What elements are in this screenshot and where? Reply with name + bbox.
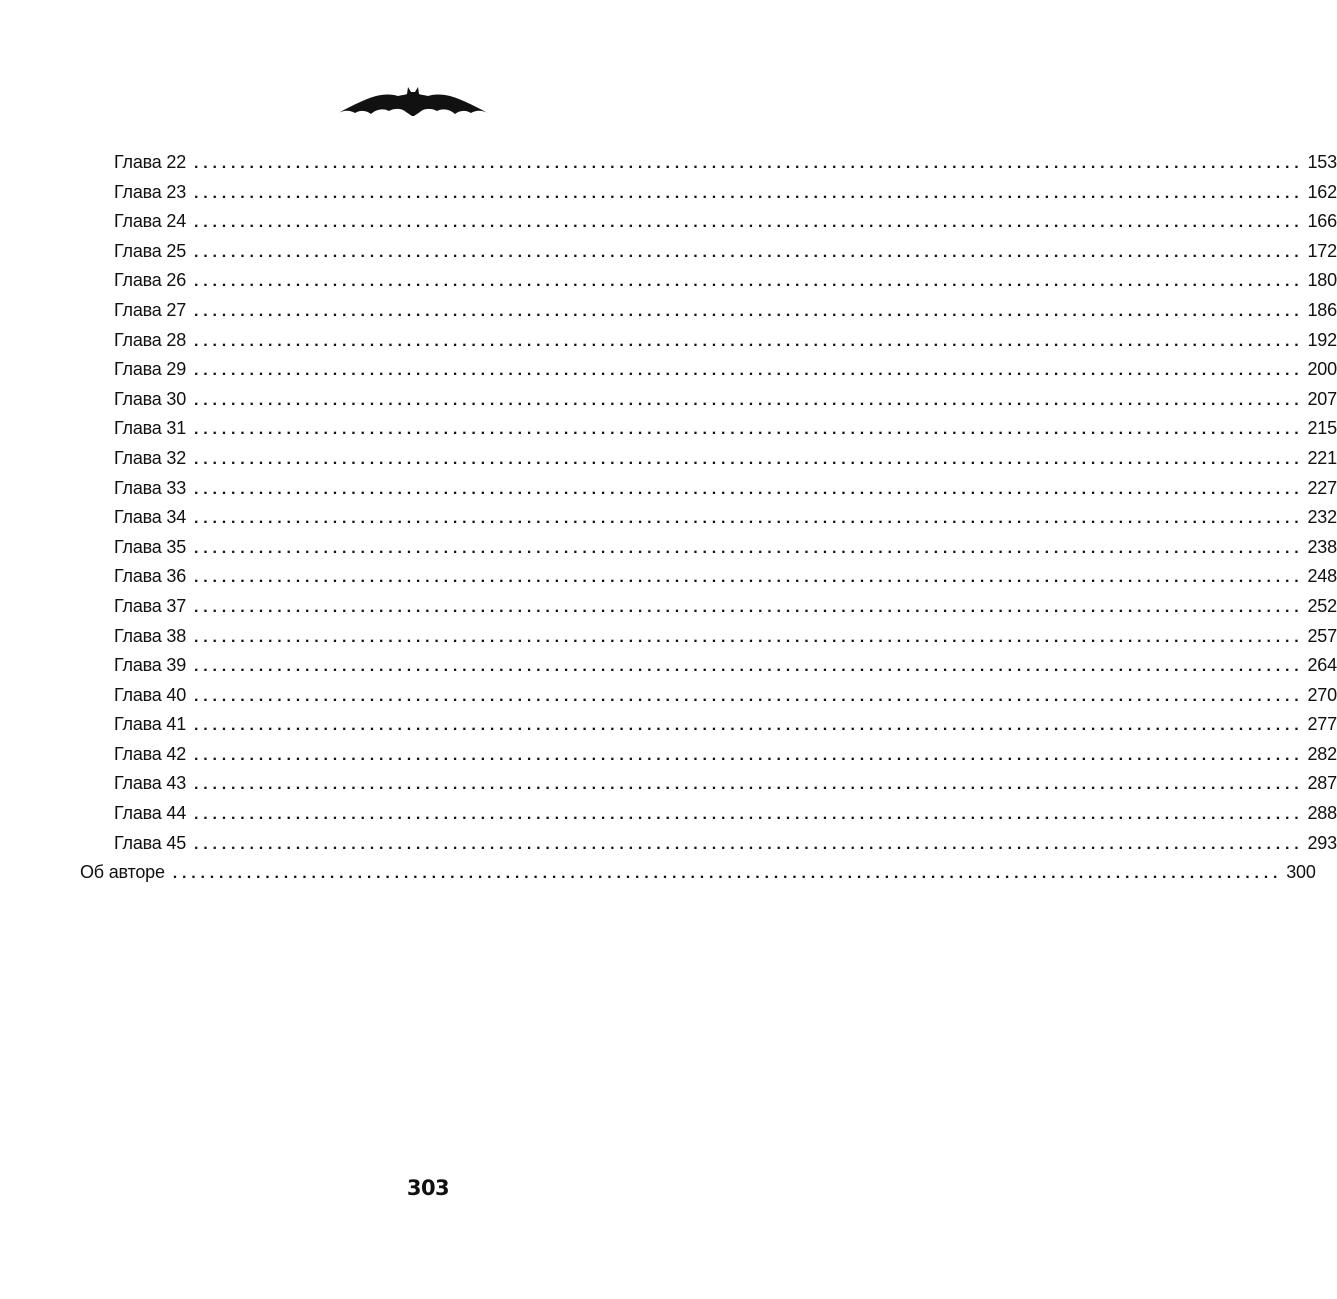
toc-dot-leader: ........................................................................................................................ bbox=[194, 658, 1304, 676]
toc-entry-page: 238 bbox=[1307, 536, 1337, 557]
toc-entry-title: Глава 36 bbox=[114, 566, 187, 587]
page-number: 303 bbox=[406, 1176, 450, 1200]
toc-dot-leader: ........................................................................................................................ bbox=[194, 184, 1304, 202]
toc-dot-leader: ........................................................................................................................ bbox=[194, 155, 1304, 172]
toc-dot-leader: ........................................................................................................................ bbox=[194, 717, 1304, 735]
toc-entry bbox=[80, 207, 1337, 237]
toc-entry bbox=[80, 237, 1337, 267]
toc-entry-title: Глава 40 bbox=[114, 684, 187, 705]
toc-entry bbox=[80, 592, 1337, 622]
toc-entry-title: Глава 25 bbox=[114, 240, 187, 261]
toc-entry bbox=[80, 710, 1337, 740]
toc-dot-leader: ........................................................................................................................ bbox=[194, 391, 1304, 409]
toc-entry bbox=[80, 414, 1337, 444]
toc-entry-page: 270 bbox=[1307, 684, 1337, 705]
toc-entry-page: 248 bbox=[1307, 566, 1337, 587]
toc-dot-leader: ........................................................................................................................ bbox=[194, 539, 1304, 557]
toc-entry-page: 200 bbox=[1307, 359, 1337, 380]
toc-entry-title: Глава 44 bbox=[114, 803, 187, 824]
toc-entry-page: 252 bbox=[1307, 595, 1337, 616]
toc-entry-page: 293 bbox=[1307, 832, 1337, 853]
toc-entry bbox=[80, 769, 1337, 799]
toc-entry-page: 282 bbox=[1307, 743, 1337, 764]
toc-entry bbox=[80, 562, 1337, 592]
toc-entry-title: Глава 22 bbox=[114, 152, 187, 172]
toc-entry-title: Об авторе bbox=[80, 862, 165, 883]
toc-entry bbox=[80, 858, 1316, 888]
toc-entry-title: Глава 41 bbox=[114, 714, 187, 735]
toc-entry bbox=[80, 385, 1337, 415]
toc-dot-leader: ........................................................................................................................ bbox=[194, 273, 1304, 291]
toc-entry-page: 257 bbox=[1307, 625, 1337, 646]
toc-entry-page: 153 bbox=[1307, 152, 1337, 172]
toc-entry-page: 215 bbox=[1307, 418, 1337, 439]
toc-dot-leader: ........................................................................................................................ bbox=[194, 214, 1304, 232]
toc-dot-leader: ........................................................................................................................ bbox=[172, 865, 1283, 883]
toc-entry bbox=[80, 651, 1337, 681]
toc-dot-leader: ........................................................................................................................ bbox=[194, 776, 1304, 794]
toc-entry-title: Глава 33 bbox=[114, 477, 187, 498]
toc-entry-page: 172 bbox=[1307, 240, 1337, 261]
toc-entry-page: 288 bbox=[1307, 803, 1337, 824]
toc-entry-page: 227 bbox=[1307, 477, 1337, 498]
toc-entry bbox=[80, 474, 1337, 504]
toc-dot-leader: ........................................................................................................................ bbox=[194, 569, 1304, 587]
toc-entry-page: 287 bbox=[1307, 773, 1337, 794]
toc-entry-title: Глава 23 bbox=[114, 181, 187, 202]
toc-entry-page: 277 bbox=[1307, 714, 1337, 735]
toc-entry bbox=[80, 533, 1337, 563]
toc-entry-title: Глава 31 bbox=[114, 418, 187, 439]
toc-dot-leader: ........................................................................................................................ bbox=[194, 362, 1304, 380]
toc-entry-page: 221 bbox=[1307, 447, 1337, 468]
toc-entry-title: Глава 24 bbox=[114, 211, 187, 232]
toc-entry bbox=[80, 503, 1337, 533]
toc-entry bbox=[80, 444, 1337, 474]
toc-entry-title: Глава 26 bbox=[114, 270, 187, 291]
toc-entry-page: 300 bbox=[1286, 862, 1316, 883]
toc-entry-title: Глава 28 bbox=[114, 329, 187, 350]
toc-entry bbox=[80, 178, 1337, 208]
toc-entry-page: 264 bbox=[1307, 655, 1337, 676]
toc-dot-leader: ........................................................................................................................ bbox=[194, 746, 1304, 764]
toc-entry bbox=[80, 622, 1337, 652]
toc-entry bbox=[80, 681, 1337, 711]
toc-entry-title: Глава 42 bbox=[114, 743, 187, 764]
toc-entry bbox=[80, 355, 1337, 385]
toc-entry-page: 207 bbox=[1307, 388, 1337, 409]
toc-dot-leader: ........................................................................................................................ bbox=[194, 421, 1304, 439]
toc-entry-title: Глава 29 bbox=[114, 359, 187, 380]
toc-entry-title: Глава 43 bbox=[114, 773, 187, 794]
toc-entry-title: Глава 45 bbox=[114, 832, 187, 853]
toc-entry-title: Глава 37 bbox=[114, 595, 187, 616]
toc-dot-leader: ........................................................................................................................ bbox=[194, 480, 1304, 498]
toc-entry-page: 232 bbox=[1307, 507, 1337, 528]
toc-dot-leader: ........................................................................................................................ bbox=[194, 628, 1304, 646]
toc-dot-leader: ........................................................................................................................ bbox=[194, 243, 1304, 261]
toc-entry bbox=[80, 740, 1337, 770]
toc-entry bbox=[80, 326, 1337, 356]
toc-entry-title: Глава 35 bbox=[114, 536, 187, 557]
toc-entry-title: Глава 27 bbox=[114, 299, 187, 320]
toc-entry-title: Глава 38 bbox=[114, 625, 187, 646]
toc-entry bbox=[80, 296, 1337, 326]
toc-entry-page: 166 bbox=[1307, 211, 1337, 232]
toc-entry-page: 192 bbox=[1307, 329, 1337, 350]
toc-entry-title: Глава 34 bbox=[114, 507, 187, 528]
toc-entry-title: Глава 30 bbox=[114, 388, 187, 409]
toc-dot-leader: ........................................................................................................................ bbox=[194, 510, 1304, 528]
toc-entry-page: 162 bbox=[1307, 181, 1337, 202]
toc-entry bbox=[80, 148, 1337, 178]
toc-entry-page: 180 bbox=[1307, 270, 1337, 291]
toc-entry bbox=[80, 829, 1337, 859]
toc-dot-leader: ........................................................................................................................ bbox=[194, 302, 1304, 320]
toc-dot-leader: ........................................................................................................................ bbox=[194, 332, 1304, 350]
toc-entry bbox=[80, 266, 1337, 296]
toc-dot-leader: ........................................................................................................................ bbox=[194, 450, 1304, 468]
toc-dot-leader: ........................................................................................................................ bbox=[194, 835, 1304, 853]
toc-entry-title: Глава 39 bbox=[114, 655, 187, 676]
toc-entry-page: 186 bbox=[1307, 299, 1337, 320]
bat-icon bbox=[338, 86, 488, 120]
toc-entry bbox=[80, 799, 1337, 829]
table-of-contents bbox=[80, 148, 1337, 888]
toc-dot-leader: ........................................................................................................................ bbox=[194, 598, 1304, 616]
toc-entry-title: Глава 32 bbox=[114, 447, 187, 468]
toc-dot-leader: ........................................................................................................................ bbox=[194, 806, 1304, 824]
toc-dot-leader: ........................................................................................................................ bbox=[194, 687, 1304, 705]
